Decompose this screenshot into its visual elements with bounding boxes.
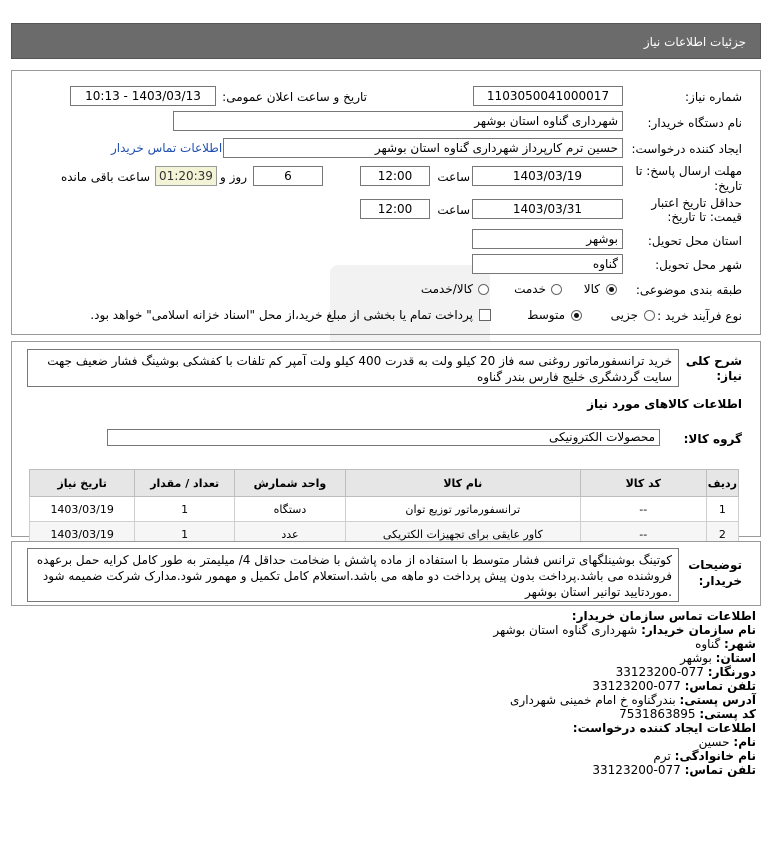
col-code: کد کالا [580,470,706,497]
contact-org: نام سازمان خریدار: شهرداری گناوه استان بوشهر [493,623,756,637]
summary-text: خرید ترانسفورماتور روغنی سه فاز 20 کیلو ولت به قدرت 400 کیلو ولت آمپر کم تلفات با کفشکی بوشینگ فشار ضعیف جهت سایت گردشگری خلیج فارس بندر گناوه [27,349,679,387]
announce-field[interactable]: 1403/03/13 - 10:13 [70,86,216,106]
cell-unit: عدد [235,522,346,547]
deadline-time-field[interactable]: 12:00 [360,166,430,186]
process-option-minor: جزیی [610,308,638,322]
cell-row: 1 [706,497,738,522]
city-label: شهر محل تحویل: [655,258,742,272]
category-radio-goods[interactable] [606,284,617,295]
city-field[interactable]: گناوه [472,254,623,274]
payment-note: پرداخت تمام یا بخشی از مبلغ خرید،از محل "اسناد خزانه اسلامی" خواهد بود. [90,308,473,322]
contact-title: اطلاعات تماس سازمان خریدار: [571,609,756,623]
buyer-contact-link[interactable]: اطلاعات تماس خریدار [111,141,223,155]
contact-postal: کد پستی: 7531863895 [619,707,756,721]
buyer-notes-text: کوتینگ بوشینلگهای ترانس فشار متوسط با استفاده از ماده پاشش با ضخامت حداقل 4/ میلیمتر به طور کامل کرایه حمل برعهده فروشنده می باشد.پرداخت بدون پیش پرداخت دو ماهه می باشد.استعلام کامل تکمیل و مهمور شود.مدارک شرکت ضمیمه شود .موردتایید توانیر استان بوشهر [27,548,679,602]
validity-label-2: قیمت: تا تاریخ: [667,210,742,224]
days-label: روز و [220,170,247,184]
validity-label-1: حداقل تاریخ اعتبار [651,196,742,210]
creator-title: اطلاعات ایجاد کننده درخواست: [572,721,756,735]
cell-qty: 1 [135,497,235,522]
deadline-time-label: ساعت [437,170,470,184]
cell-date: 1403/03/19 [30,522,135,547]
col-qty: تعداد / مقدار [135,470,235,497]
process-option-medium: متوسط [527,308,565,322]
goods-section-title: اطلاعات کالاهای مورد نیاز [587,397,742,411]
announce-label: تاریخ و ساعت اعلان عمومی: [222,90,367,104]
province-field[interactable]: بوشهر [472,229,623,249]
contact-phone: تلفن تماس: 077-33123200 [592,679,756,693]
cell-date: 1403/03/19 [30,497,135,522]
validity-time-field[interactable]: 12:00 [360,199,430,219]
col-unit: واحد شمارش [235,470,346,497]
goods-table [29,469,739,547]
category-radio-service[interactable] [551,284,562,295]
buyer-notes-label-2: خریدار: [698,574,742,588]
table-row [30,497,739,522]
cell-unit: دستگاه [235,497,346,522]
page-title: جزئیات اطلاعات نیاز [643,35,746,49]
deadline-label-1: مهلت ارسال پاسخ: تا [635,164,742,178]
contact-section [493,609,756,777]
validity-date-field[interactable]: 1403/03/31 [472,199,623,219]
category-option-goods-service: کالا/خدمت [420,282,473,296]
cell-code: -- [580,522,706,547]
process-radio-medium[interactable] [571,310,582,321]
deadline-date-field[interactable]: 1403/03/19 [472,166,623,186]
creator-label: ایجاد کننده درخواست: [631,142,742,156]
remaining-label: ساعت باقی مانده [60,170,150,184]
creator-name: نام: حسین [698,735,756,749]
col-row: ردیف [706,470,738,497]
page-header [11,23,761,59]
payment-checkbox[interactable] [479,309,491,321]
category-radio-goods-service[interactable] [478,284,489,295]
process-radio-minor[interactable] [644,310,655,321]
creator-family: نام خانوادگی: ترم [653,749,756,763]
goods-table-header [30,470,739,497]
cell-name: ترانسفورماتور توزیع توان [345,497,580,522]
process-label: نوع فرآیند خرید : [657,309,742,323]
col-date: تاریخ نیاز [30,470,135,497]
buyer-notes-label-1: توضیحات [688,558,742,572]
cell-code: -- [580,497,706,522]
buyer-org-label: نام دستگاه خریدار: [647,116,742,130]
goods-group-field[interactable]: محصولات الکترونیکی [107,429,660,446]
creator-phone: تلفن تماس: 077-33123200 [592,763,756,777]
need-number-label: شماره نیاز: [685,90,742,104]
need-number-field[interactable]: 1103050041000017 [473,86,623,106]
category-option-service: خدمت [514,282,546,296]
col-name: نام کالا [345,470,580,497]
summary-label-1: شرح کلی [685,354,742,368]
cell-qty: 1 [135,522,235,547]
summary-label-2: نیاز: [716,369,742,383]
contact-province: استان: بوشهر [680,651,756,665]
goods-group-label: گروه کالا: [683,432,742,446]
deadline-label-2: تاریخ: [714,179,742,193]
cell-row: 2 [706,522,738,547]
cell-name: کاور عایقی برای تجهیزات الکتریکی [345,522,580,547]
creator-field[interactable]: حسین ترم کارپرداز شهرداری گناوه استان بوشهر [223,138,623,158]
contact-city: شهر: گناوه [695,637,756,651]
contact-fax: دورنگار: 077-33123200 [615,665,756,679]
category-label: طبقه بندی موضوعی: [635,283,742,297]
contact-address: آدرس پستی: بندرگناوه خ امام خمینی شهرداری [510,693,756,707]
province-label: استان محل تحویل: [647,234,742,248]
category-option-goods: کالا [583,282,600,296]
buyer-org-field[interactable]: شهرداری گناوه استان بوشهر [173,111,623,131]
remaining-timer: 01:20:39 [155,166,217,186]
days-field[interactable]: 6 [253,166,323,186]
validity-time-label: ساعت [437,203,470,217]
